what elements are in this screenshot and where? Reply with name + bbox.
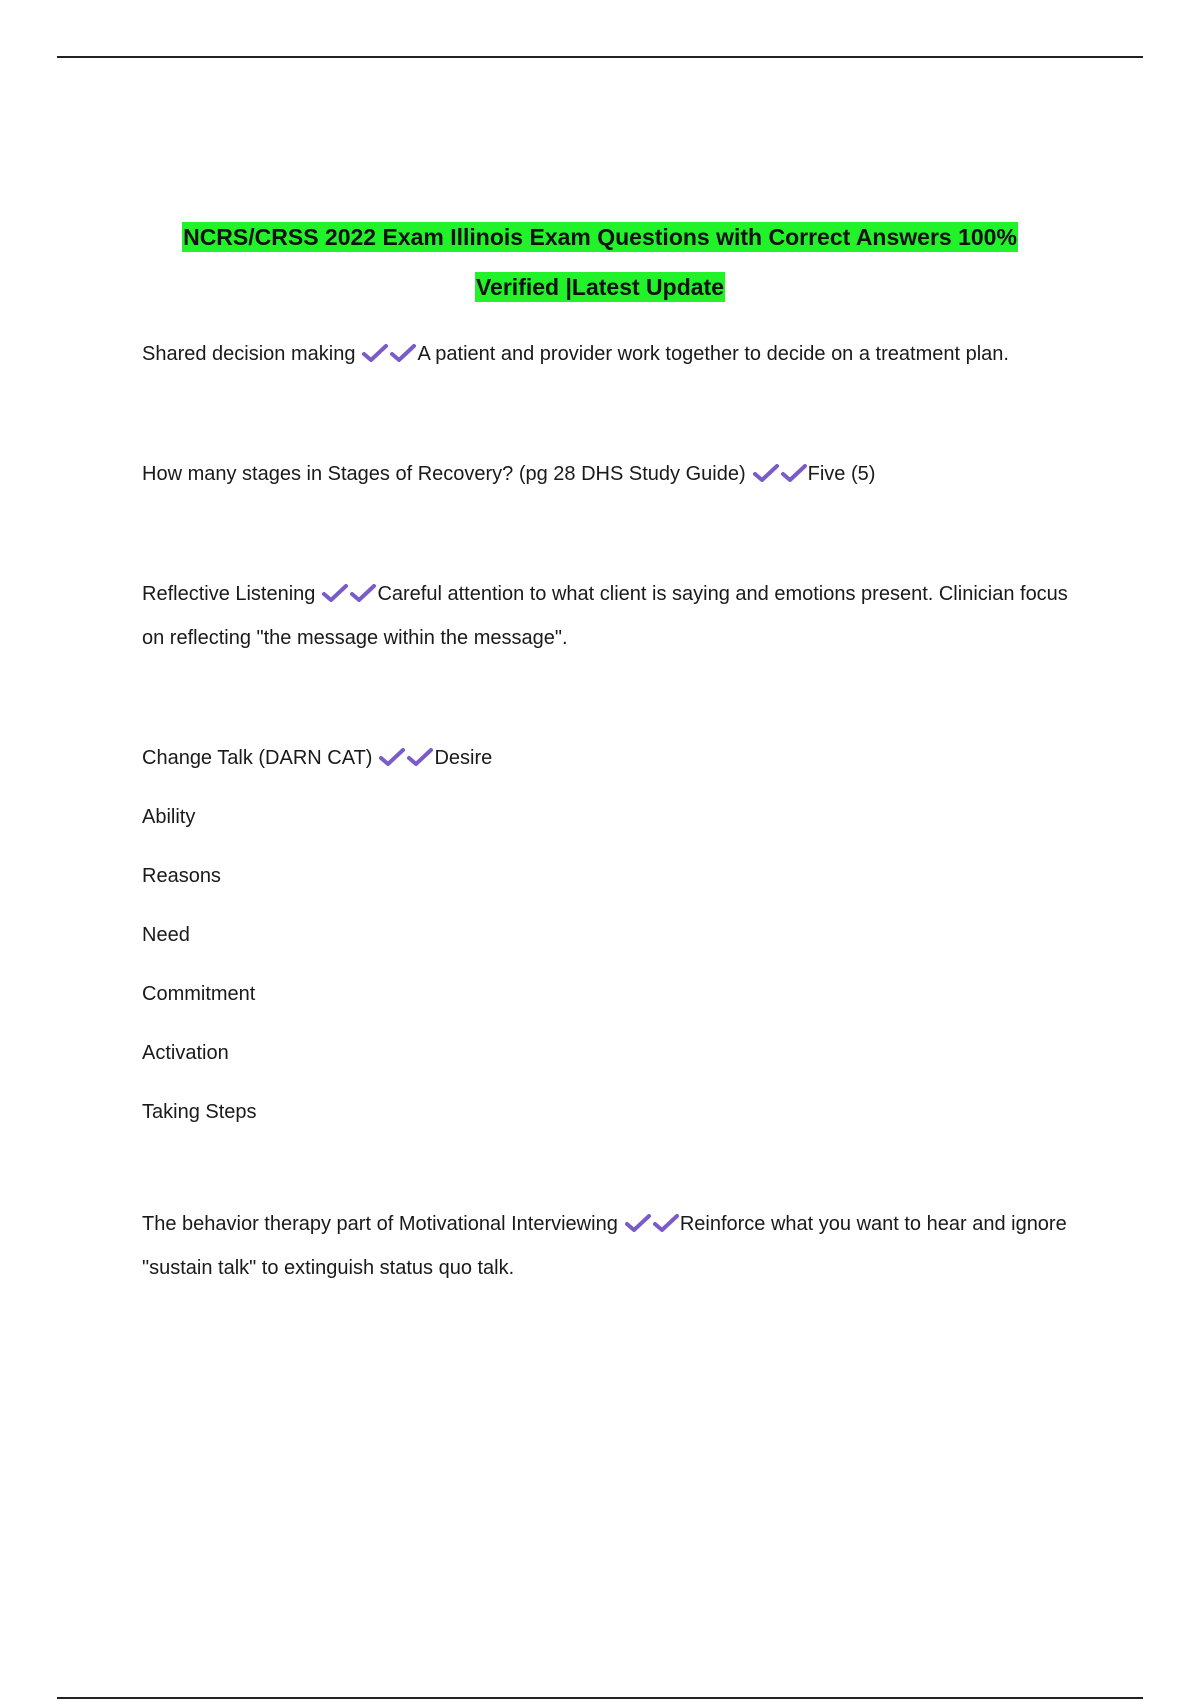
title-line-2: Verified |Latest Update: [475, 274, 724, 300]
answer-list-item: Need: [142, 924, 190, 946]
check-icon: [753, 463, 779, 483]
answer-list-item: Reasons: [142, 865, 221, 887]
qa-first-line: [142, 736, 1072, 780]
qa-item: [142, 736, 1072, 1142]
check-icon: [322, 583, 348, 603]
check-icon: [625, 1213, 651, 1233]
qa-answer: Desire: [434, 747, 493, 769]
qa-answer: Five (5): [807, 463, 876, 485]
answer-list-item: Ability: [142, 806, 196, 828]
document-title: [100, 212, 1100, 312]
qa-item: [142, 572, 1072, 660]
answer-list-item: Activation: [142, 1042, 229, 1064]
qa-term: How many stages in Stages of Recovery? (pg 28 DHS Study Guide): [142, 463, 746, 485]
qa-term: Reflective Listening: [142, 583, 316, 605]
qa-answer: Careful attention to what client is saying and emotions present. Clinician focus on reflecting "the message within the message".: [142, 583, 1068, 649]
check-icon: [362, 343, 388, 363]
qa-term: The behavior therapy part of Motivational Interviewing: [142, 1213, 618, 1235]
check-icon: [407, 747, 433, 767]
qa-item: [142, 452, 1072, 496]
title-line-1: NCRS/CRSS 2022 Exam Illinois Exam Questions with Correct Answers 100%: [183, 224, 1017, 250]
header-rule: [57, 56, 1143, 58]
qa-item: [142, 332, 1072, 376]
qa-answer: A patient and provider work together to decide on a treatment plan.: [417, 343, 1009, 365]
check-icon: [379, 747, 405, 767]
check-icon: [390, 343, 416, 363]
qa-list: [142, 332, 1072, 1290]
answer-list-item: Commitment: [142, 983, 256, 1005]
qa-term: Shared decision making: [142, 343, 356, 365]
check-icon: [350, 583, 376, 603]
qa-item: [142, 1202, 1072, 1290]
footer-rule: [57, 1697, 1143, 1699]
qa-answer: Reinforce what you want to hear and ignore "sustain talk" to extinguish status quo talk.: [142, 1213, 1067, 1279]
check-icon: [781, 463, 807, 483]
check-icon: [653, 1213, 679, 1233]
answer-list-item: Taking Steps: [142, 1101, 257, 1123]
qa-term: Change Talk (DARN CAT): [142, 747, 373, 769]
